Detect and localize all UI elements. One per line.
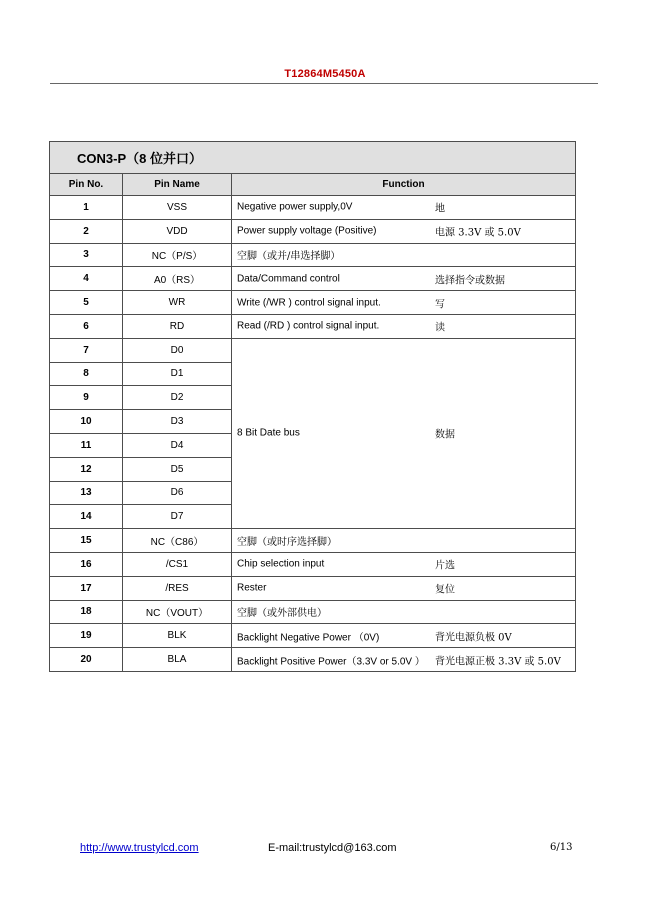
table-row xyxy=(50,219,576,243)
table-caption: CON3-P（8 位并口） xyxy=(50,142,576,174)
pin-function xyxy=(232,314,576,338)
pin-number: 17 xyxy=(50,576,123,600)
pin-number: 1 xyxy=(50,196,123,220)
pin-function xyxy=(232,648,576,672)
function-chinese: 复位 xyxy=(435,584,455,596)
function-chinese: 背光电源正极 3.3V 或 5.0V xyxy=(435,656,561,668)
table-row xyxy=(50,624,576,648)
table-header-row xyxy=(50,174,576,196)
table-row xyxy=(50,267,576,291)
pin-name: A0（RS） xyxy=(123,267,232,291)
pin-name: D4 xyxy=(123,433,232,457)
pin-name: D7 xyxy=(123,505,232,529)
function-chinese: 地 xyxy=(435,203,445,215)
pin-number: 20 xyxy=(50,648,123,672)
function-english: Write (/WR ) control signal input. xyxy=(237,297,381,309)
function-chinese: 空脚（或并/串选择脚） xyxy=(237,251,341,263)
pin-function xyxy=(232,291,576,315)
pin-function xyxy=(232,267,576,291)
column-header-pin-name: Pin Name xyxy=(123,174,232,196)
pin-name: NC（P/S） xyxy=(123,243,232,267)
pin-number: 2 xyxy=(50,219,123,243)
function-chinese: 空脚（或外部供电） xyxy=(237,608,327,620)
pin-number: 15 xyxy=(50,529,123,553)
pin-name: BLK xyxy=(123,624,232,648)
table-row xyxy=(50,243,576,267)
function-chinese: 数据 xyxy=(435,429,455,441)
function-chinese: 背光电源负极 0V xyxy=(435,632,512,644)
pin-number: 9 xyxy=(50,386,123,410)
function-chinese: 电源 3.3V 或 5.0V xyxy=(435,227,521,239)
function-chinese: 空脚（或时序选择脚） xyxy=(237,537,337,549)
pin-number: 8 xyxy=(50,362,123,386)
header-divider xyxy=(50,83,598,84)
pin-name: D5 xyxy=(123,457,232,481)
function-english: Negative power supply,0V xyxy=(237,201,353,213)
function-chinese: 选择指令或数据 xyxy=(435,275,505,287)
function-english: 8 Bit Date bus xyxy=(237,427,300,439)
pin-name: VSS xyxy=(123,196,232,220)
website-link[interactable]: http://www.trustylcd.com xyxy=(80,842,199,854)
pin-number: 19 xyxy=(50,624,123,648)
table-row xyxy=(50,291,576,315)
pin-number: 4 xyxy=(50,267,123,291)
page-number: 6/13 xyxy=(550,842,573,853)
function-chinese: 读 xyxy=(435,322,445,334)
pin-name: /CS1 xyxy=(123,552,232,576)
pin-number: 5 xyxy=(50,291,123,315)
column-header-function: Function xyxy=(232,174,576,196)
pin-number: 13 xyxy=(50,481,123,505)
function-english: Backlight Negative Power （0V) xyxy=(237,632,380,644)
pin-name: RD xyxy=(123,314,232,338)
function-english: Power supply voltage (Positive) xyxy=(237,225,377,237)
table-row xyxy=(50,529,576,553)
pin-name: BLA xyxy=(123,648,232,672)
table-row xyxy=(50,576,576,600)
pin-number: 7 xyxy=(50,338,123,362)
pin-number: 12 xyxy=(50,457,123,481)
pin-name: WR xyxy=(123,291,232,315)
table-row xyxy=(50,338,576,362)
pin-function xyxy=(232,196,576,220)
pin-function xyxy=(232,576,576,600)
table-caption-row xyxy=(50,142,576,174)
function-chinese: 片选 xyxy=(435,560,455,572)
pin-number: 6 xyxy=(50,314,123,338)
pin-name: D0 xyxy=(123,338,232,362)
pin-name: NC（C86） xyxy=(123,529,232,553)
email-address: E-mail:trustylcd@163.com xyxy=(268,842,397,854)
pin-function xyxy=(232,552,576,576)
pin-table xyxy=(49,141,576,672)
table-body xyxy=(50,196,576,672)
table-row xyxy=(50,552,576,576)
function-english: Data/Command control xyxy=(237,273,340,285)
pin-number: 10 xyxy=(50,410,123,434)
function-english: Read (/RD ) control signal input. xyxy=(237,320,380,332)
pin-function xyxy=(232,243,576,267)
pin-number: 14 xyxy=(50,505,123,529)
function-english: Backlight Positive Power（3.3V or 5.0V ） xyxy=(237,656,425,668)
table-row xyxy=(50,196,576,220)
function-english: Chip selection input xyxy=(237,558,325,570)
pin-name: D6 xyxy=(123,481,232,505)
pin-name: D1 xyxy=(123,362,232,386)
pin-name: /RES xyxy=(123,576,232,600)
document-title: T12864M5450A xyxy=(284,68,366,80)
pin-function xyxy=(232,219,576,243)
pin-name: VDD xyxy=(123,219,232,243)
pin-number: 11 xyxy=(50,433,123,457)
pin-name: D2 xyxy=(123,386,232,410)
pin-number: 18 xyxy=(50,600,123,624)
function-chinese: 写 xyxy=(435,299,445,311)
column-header-pin-no: Pin No. xyxy=(50,174,123,196)
table-row xyxy=(50,314,576,338)
pin-name: NC（VOUT） xyxy=(123,600,232,624)
table-row xyxy=(50,648,576,672)
pin-number: 16 xyxy=(50,552,123,576)
pin-function xyxy=(232,529,576,553)
pin-function xyxy=(232,624,576,648)
data-bus-function xyxy=(232,338,576,528)
pin-name: D3 xyxy=(123,410,232,434)
function-english: Rester xyxy=(237,582,267,594)
pin-number: 3 xyxy=(50,243,123,267)
pin-function xyxy=(232,600,576,624)
table-row xyxy=(50,600,576,624)
